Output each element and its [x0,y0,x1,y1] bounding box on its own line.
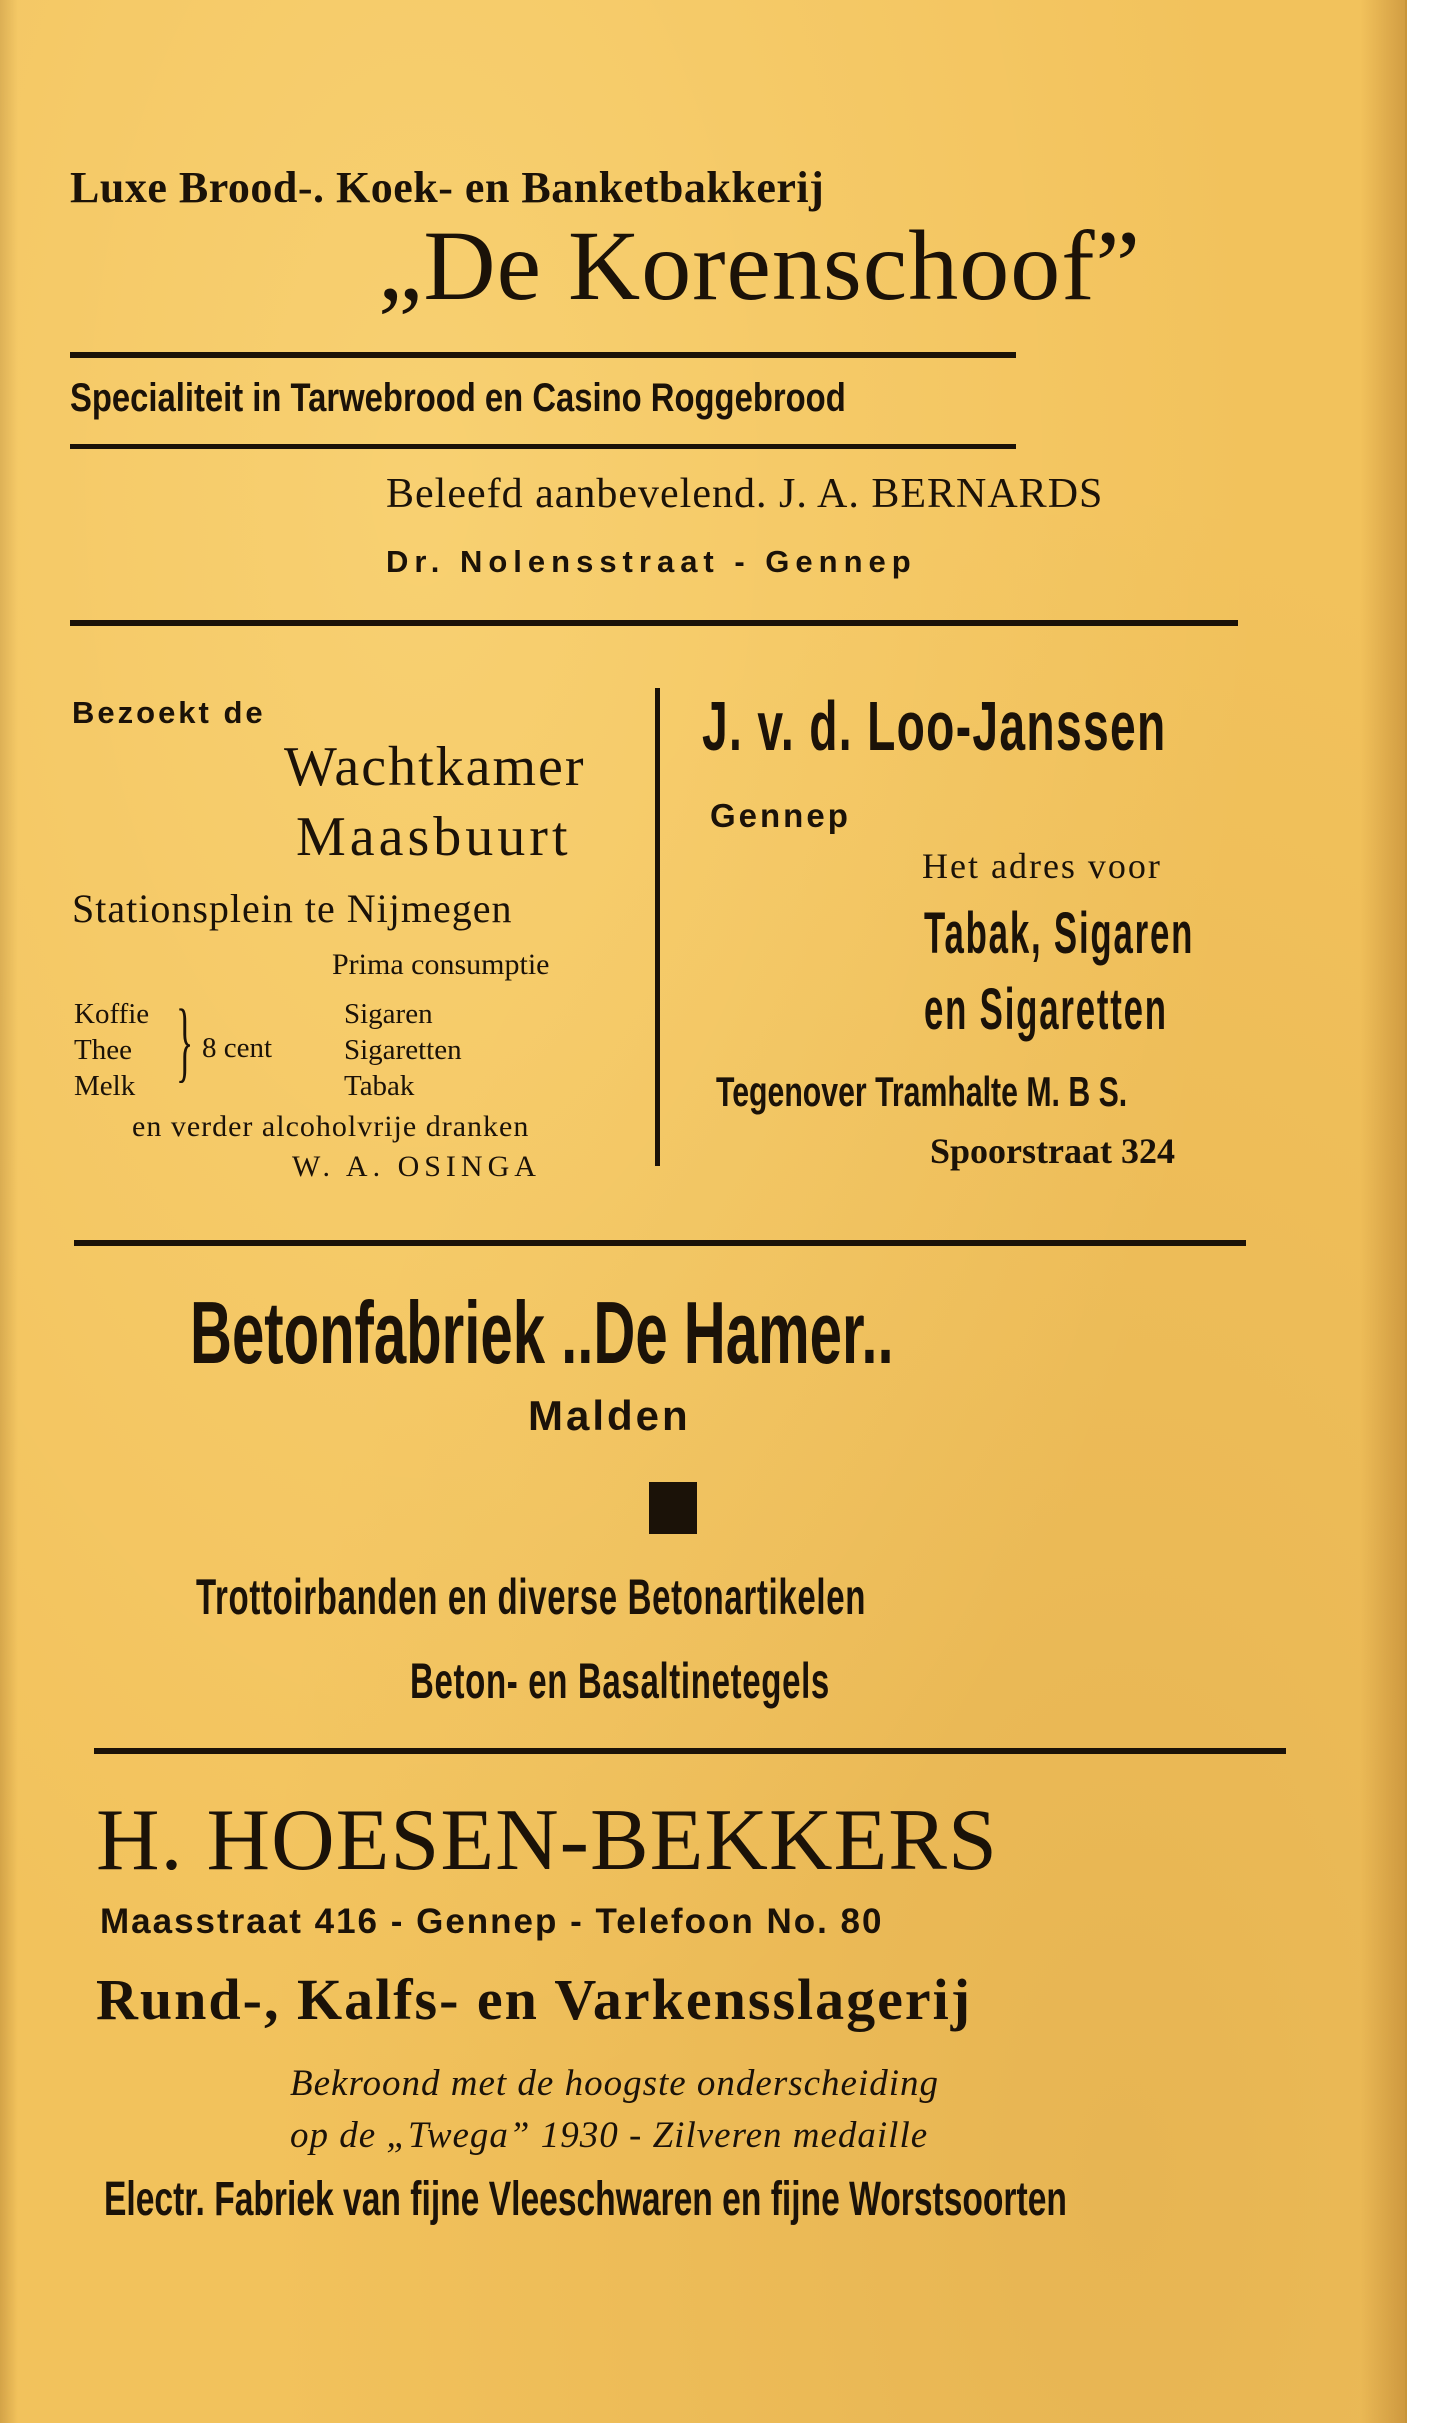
waiting-room-further: en verder alcoholvrije dranken [132,1110,530,1143]
butcher-trade: Rund-, Kalfs- en Varkensslagerij [96,1967,973,2032]
divider-rule [70,352,1016,358]
waiting-room-prima: Prima consumptie [332,948,550,981]
concrete-products-line1: Trottoirbanden en diverse Betonartikelen [196,1569,867,1625]
tobacco-item: Tabak [344,1070,415,1102]
tobacco-shop-town: Gennep [710,797,851,834]
drink-item: Thee [74,1034,132,1066]
bakery-type-line: Luxe Brood-. Koek- en Banketbakkerij [70,163,825,212]
waiting-room-name-line1: Wachtkamer [284,736,586,798]
tobacco-item: Sigaretten [344,1034,462,1066]
drink-item: Koffie [74,998,150,1030]
drink-item: Melk [74,1070,136,1102]
tobacco-shop-tagline: Het adres voor [922,846,1162,886]
waiting-room-name-line2: Maasbuurt [296,806,572,868]
bakery-recommendation: Beleefd aanbevelend. J. A. BERNARDS [386,471,1104,517]
square-ornament [649,1482,697,1534]
drinks-price: 8 cent [202,1032,273,1064]
tobacco-shop-opposite: Tegenover Tramhalte M. B S. [716,1068,1128,1115]
divider-rule [70,620,1238,626]
bakery-specialty: Specialiteit in Tarwebrood en Casino Roggebrood [70,376,846,420]
concrete-products-line2: Beton- en Basaltinetegels [410,1653,830,1709]
vertical-divider [655,688,660,1166]
divider-rule [70,444,1016,449]
bakery-address: Dr. Nolensstraat - Gennep [386,544,917,579]
butcher-award-line1: Bekroond met de hoogste onderscheiding [290,2063,940,2104]
tobacco-goods-line2: en Sigaretten [924,977,1168,1042]
bakery-name: „De Korenschoof” [378,210,1141,321]
divider-rule [94,1748,1286,1754]
tobacco-shop-name: J. v. d. Loo-Janssen [702,687,1167,765]
tobacco-item: Sigaren [344,998,433,1030]
tobacco-list [344,996,462,1104]
tobacco-goods-line1: Tabak, Sigaren [924,901,1195,966]
waiting-room-visit: Bezoekt de [72,695,266,730]
butcher-factory: Electr. Fabriek van fijne Vleeschwaren en fijne Worstsoorten [104,2173,1067,2226]
concrete-factory-town: Malden [528,1392,691,1439]
waiting-room-location: Stationsplein te Nijmegen [72,886,513,931]
drinks-list [74,996,149,1104]
waiting-room-owner: W. A. OSINGA [292,1150,541,1183]
concrete-factory-name: Betonfabriek ..De Hamer.. [190,1283,894,1382]
butcher-address: Maasstraat 416 - Gennep - Telefoon No. 80 [100,1902,884,1941]
divider-rule [74,1240,1246,1246]
brace-glyph: } [176,992,194,1091]
butcher-award-line2: op de „Twega” 1930 - Zilveren medaille [290,2115,929,2156]
tobacco-shop-street: Spoorstraat 324 [930,1131,1175,1171]
butcher-name: H. HOESEN-BEKKERS [96,1792,998,1889]
